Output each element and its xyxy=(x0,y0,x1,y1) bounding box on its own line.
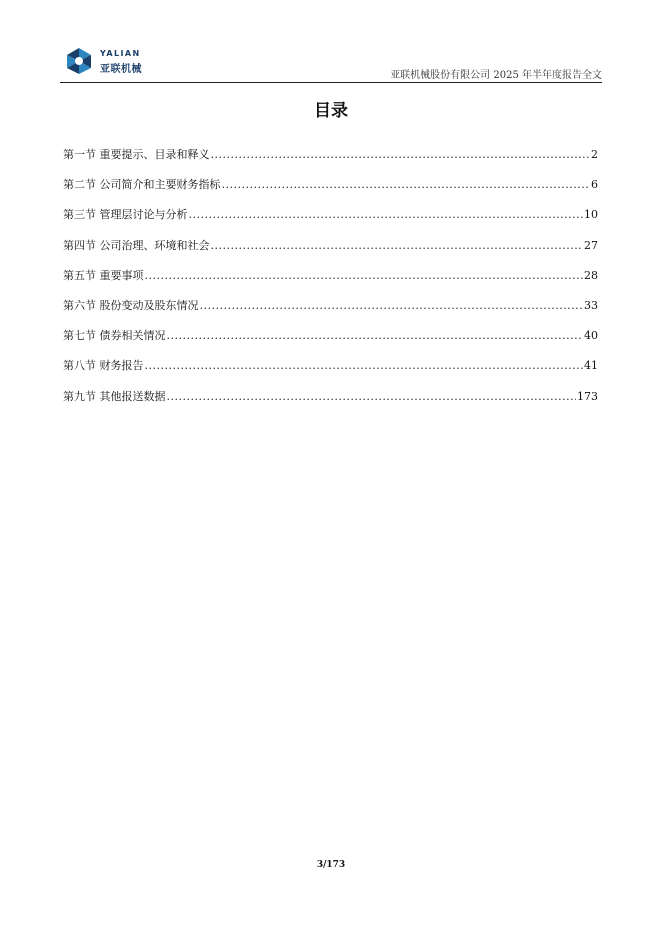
toc-leader-dots xyxy=(200,297,584,315)
toc-leader-dots xyxy=(211,146,591,164)
toc-leader-dots xyxy=(189,206,584,224)
logo-text-en: YALIAN xyxy=(100,49,141,58)
toc-entry-label: 第八节 财务报告 xyxy=(63,359,144,373)
toc-leader-dots xyxy=(211,237,584,255)
toc-entry-label: 第三节 管理层讨论与分析 xyxy=(63,208,188,222)
toc-entry-4[interactable] xyxy=(63,237,598,267)
toc-entry-page: 41 xyxy=(584,359,598,373)
toc-leader-dots xyxy=(167,327,584,345)
toc-leader-dots xyxy=(167,388,577,406)
toc-entry-1[interactable] xyxy=(63,146,598,176)
toc-entry-page: 33 xyxy=(584,298,598,312)
yalian-logo-icon xyxy=(64,46,94,76)
toc-entry-page: 28 xyxy=(584,268,598,282)
toc-leader-dots xyxy=(222,176,591,194)
toc-heading: 目录 xyxy=(314,101,348,121)
toc-entry-label: 第九节 其他报送数据 xyxy=(63,389,166,403)
logo-text-cn: 亚联机械 xyxy=(100,64,142,75)
toc-entry-page: 2 xyxy=(591,148,598,161)
toc-entry-9[interactable] xyxy=(63,388,598,418)
toc-entry-5[interactable] xyxy=(63,267,598,297)
table-of-contents xyxy=(63,146,598,418)
toc-entry-label: 第七节 债券相关情况 xyxy=(63,329,166,343)
toc-entry-3[interactable] xyxy=(63,206,598,236)
toc-entry-7[interactable] xyxy=(63,327,598,357)
page-header xyxy=(60,44,602,83)
toc-entry-label: 第一节 重要提示、目录和释义 xyxy=(63,148,210,161)
toc-entry-page: 10 xyxy=(584,208,598,222)
toc-entry-label: 第五节 重要事项 xyxy=(63,268,144,282)
toc-entry-label: 第六节 股份变动及股东情况 xyxy=(63,298,199,312)
company-logo xyxy=(64,46,164,76)
toc-entry-8[interactable] xyxy=(63,357,598,387)
toc-entry-label: 第四节 公司治理、环境和社会 xyxy=(63,238,210,252)
toc-entry-page: 173 xyxy=(577,389,598,403)
report-title: 亚联机械股份有限公司 2025 年半年度报告全文 xyxy=(390,70,602,81)
toc-entry-2[interactable] xyxy=(63,176,598,206)
toc-entry-page: 27 xyxy=(584,238,598,252)
toc-leader-dots xyxy=(145,267,584,285)
toc-entry-label: 第二节 公司简介和主要财务指标 xyxy=(63,178,221,192)
toc-leader-dots xyxy=(145,357,584,375)
page-number: 3/173 xyxy=(316,860,346,870)
toc-entry-6[interactable] xyxy=(63,297,598,327)
toc-entry-page: 40 xyxy=(584,329,598,343)
toc-entry-page: 6 xyxy=(591,178,598,192)
